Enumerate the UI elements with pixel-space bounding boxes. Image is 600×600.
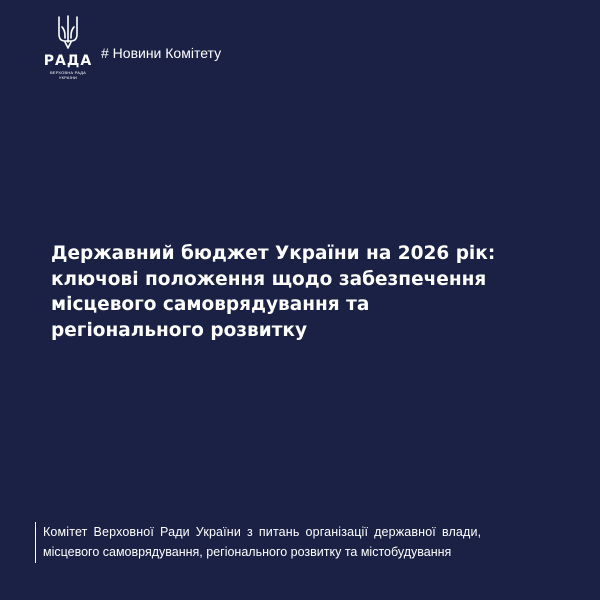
headline-line-3: місцевого самоврядування та — [51, 294, 370, 315]
headline-line-4: регіонального розвитку — [51, 319, 308, 341]
footer-line-2: місцевого самоврядування, регіонального розвитку та містобудування — [43, 545, 452, 559]
logo-subtitle-line2: УКРАЇНИ — [58, 74, 78, 80]
headline — [51, 241, 571, 343]
logo-subtitle — [38, 71, 98, 80]
footer-line-1: Комітет Верховної Ради України з питань організації державної влади, — [43, 525, 482, 539]
category-tag: # Новини Комітету — [101, 45, 222, 61]
committee-footer — [35, 522, 575, 563]
headline-line-1: Державний бюджет України на 2026 рік: — [51, 243, 496, 264]
rada-logo — [44, 14, 92, 80]
headline-line-2: ключові положення щодо забезпечення — [51, 268, 487, 290]
trident-icon — [57, 14, 79, 50]
logo-wordmark: РАДА — [43, 53, 93, 69]
logo-subtitle-line1: ВЕРХОВНА РАДА — [50, 70, 86, 75]
